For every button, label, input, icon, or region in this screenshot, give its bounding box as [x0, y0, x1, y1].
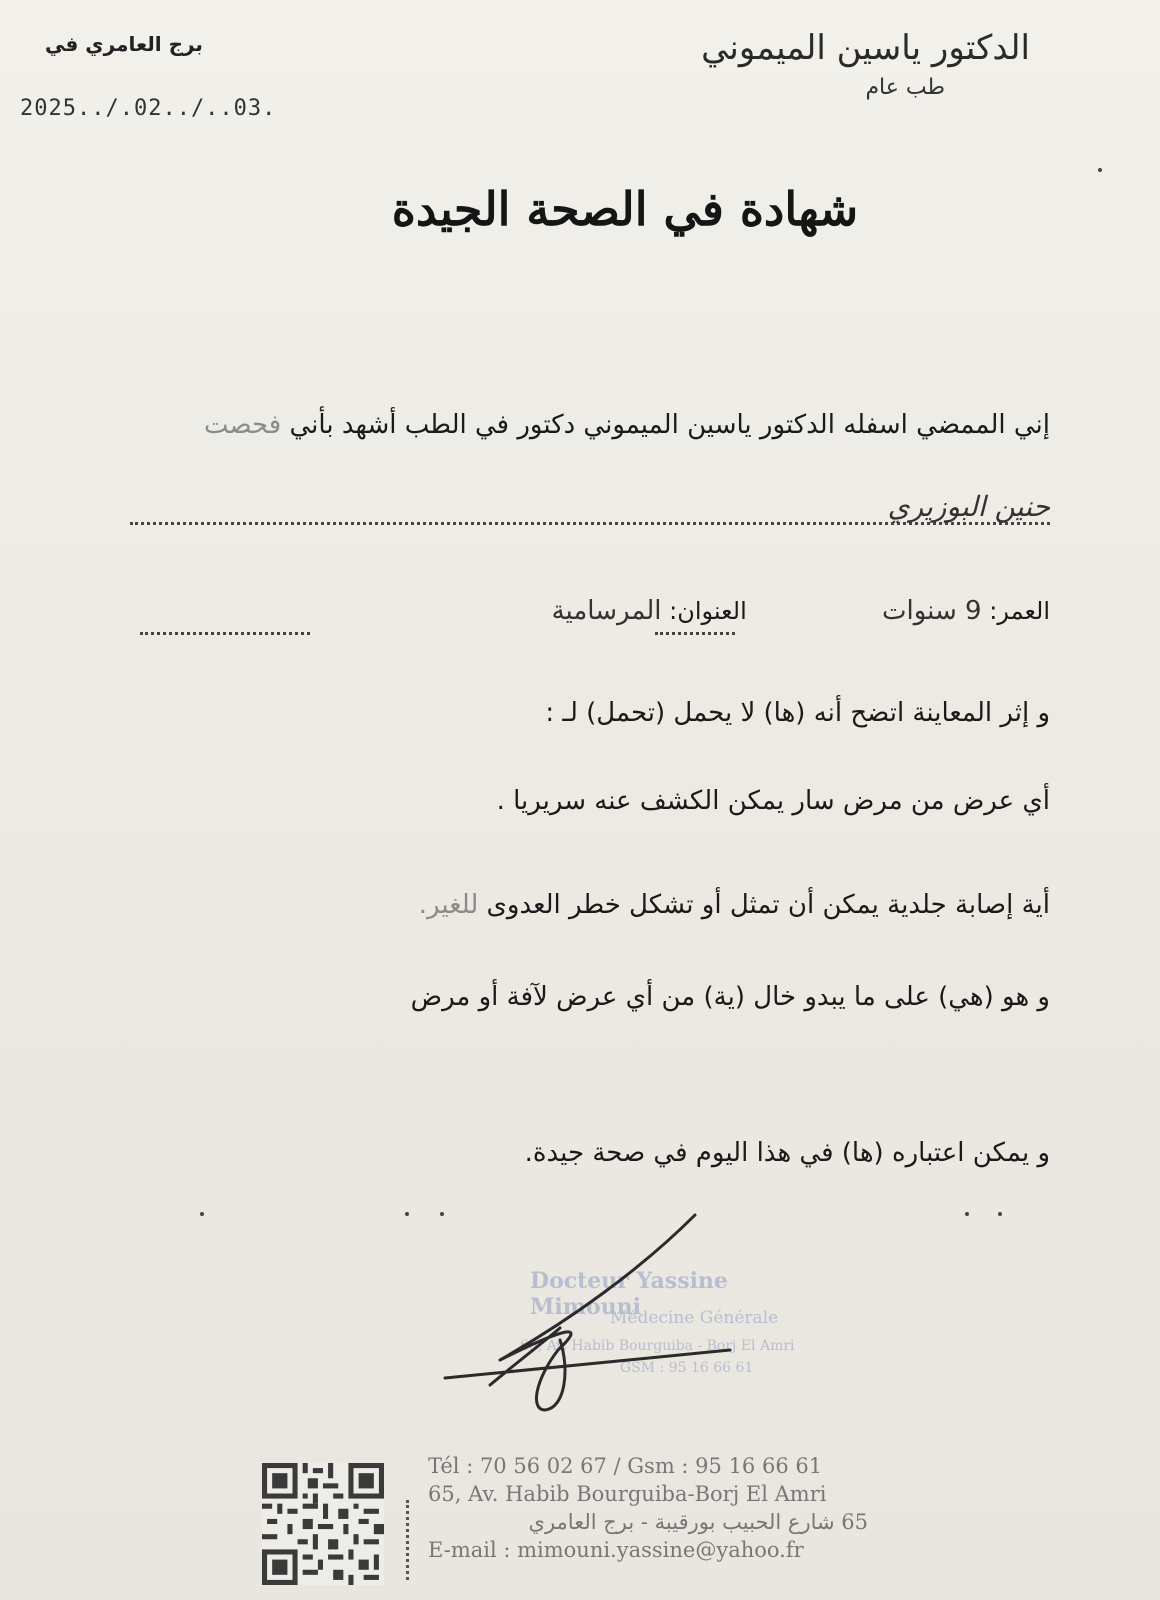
certificate-title: شهادة في الصحة الجيدة: [391, 182, 859, 236]
paper-mark: [965, 1212, 969, 1216]
declaration-faded: فحصت: [203, 410, 282, 440]
stamp-address: 65, Av. Habib Bourguiba - Borj El Amri: [520, 1338, 795, 1354]
dotted-line: [406, 1500, 409, 1580]
age-label: العمر:: [989, 597, 1050, 625]
paper-mark: [998, 1212, 1002, 1216]
footer-phones: Tél : 70 56 02 67 / Gsm : 95 16 66 61: [428, 1454, 823, 1478]
age-value: 9 سنوات: [882, 596, 982, 626]
symptom-line: أي عرض من مرض سار يمكن الكشف عنه سريريا .: [496, 786, 1050, 816]
footer-contact: [428, 1452, 868, 1564]
date-handwritten: 2025../.02../..03.: [20, 96, 277, 121]
doctor-specialty: طب عام: [865, 75, 945, 100]
free-of-disease-line: و هو (هي) على ما يبدو خال (ية) من أي عرض لآفة أو مرض: [410, 982, 1050, 1012]
stamp-specialty: Médecine Générale: [610, 1308, 779, 1328]
doctor-name: الدكتور ياسين الميموني: [701, 28, 1030, 68]
skin-faded: للغير.: [418, 890, 479, 920]
address-label: العنوان:: [669, 597, 747, 625]
stamp-gsm: GSM : 95 16 66 61: [620, 1360, 754, 1376]
skin-text: أية إصابة جلدية يمكن أن تمثل أو تشكل خطر العدوى: [486, 890, 1050, 920]
patient-name: حنين البوزيري: [887, 490, 1050, 523]
declaration-text: إني الممضي اسفله الدكتور ياسين الميموني دكتور في الطب أشهد بأني: [289, 410, 1050, 440]
footer-address-ar: 65 شارع الحبيب بورقيبة - برج العامري: [528, 1510, 868, 1534]
paper-mark: [200, 1212, 204, 1216]
stamp-name: Docteur Yassine Mimouni: [530, 1268, 728, 1320]
qr-code: [262, 1462, 384, 1586]
place-label: برج العامري في: [45, 32, 203, 56]
paper-mark: [1098, 168, 1102, 172]
dotted-line: [655, 632, 735, 635]
address-value: المرسامية: [551, 596, 662, 626]
dotted-line: [140, 632, 310, 635]
conclusion-line: و يمكن اعتباره (ها) في هذا اليوم في صحة جيدة.: [524, 1138, 1050, 1168]
declaration-line: [204, 410, 1050, 440]
footer-email: E-mail : mimouni.yassine@yahoo.fr: [428, 1538, 804, 1562]
skin-line: [419, 890, 1050, 920]
examination-line: [545, 698, 1050, 728]
age-address-row: [552, 596, 1050, 626]
line-prefix: و: [1037, 698, 1050, 728]
doctor-signature: [440, 1210, 740, 1420]
examination-text: إثر المعاينة اتضح أنه (ها) لا يحمل (تحمل) لـ :: [545, 698, 1030, 728]
footer-address-fr: 65, Av. Habib Bourguiba-Borj El Amri: [428, 1482, 827, 1506]
paper-mark: [405, 1212, 409, 1216]
